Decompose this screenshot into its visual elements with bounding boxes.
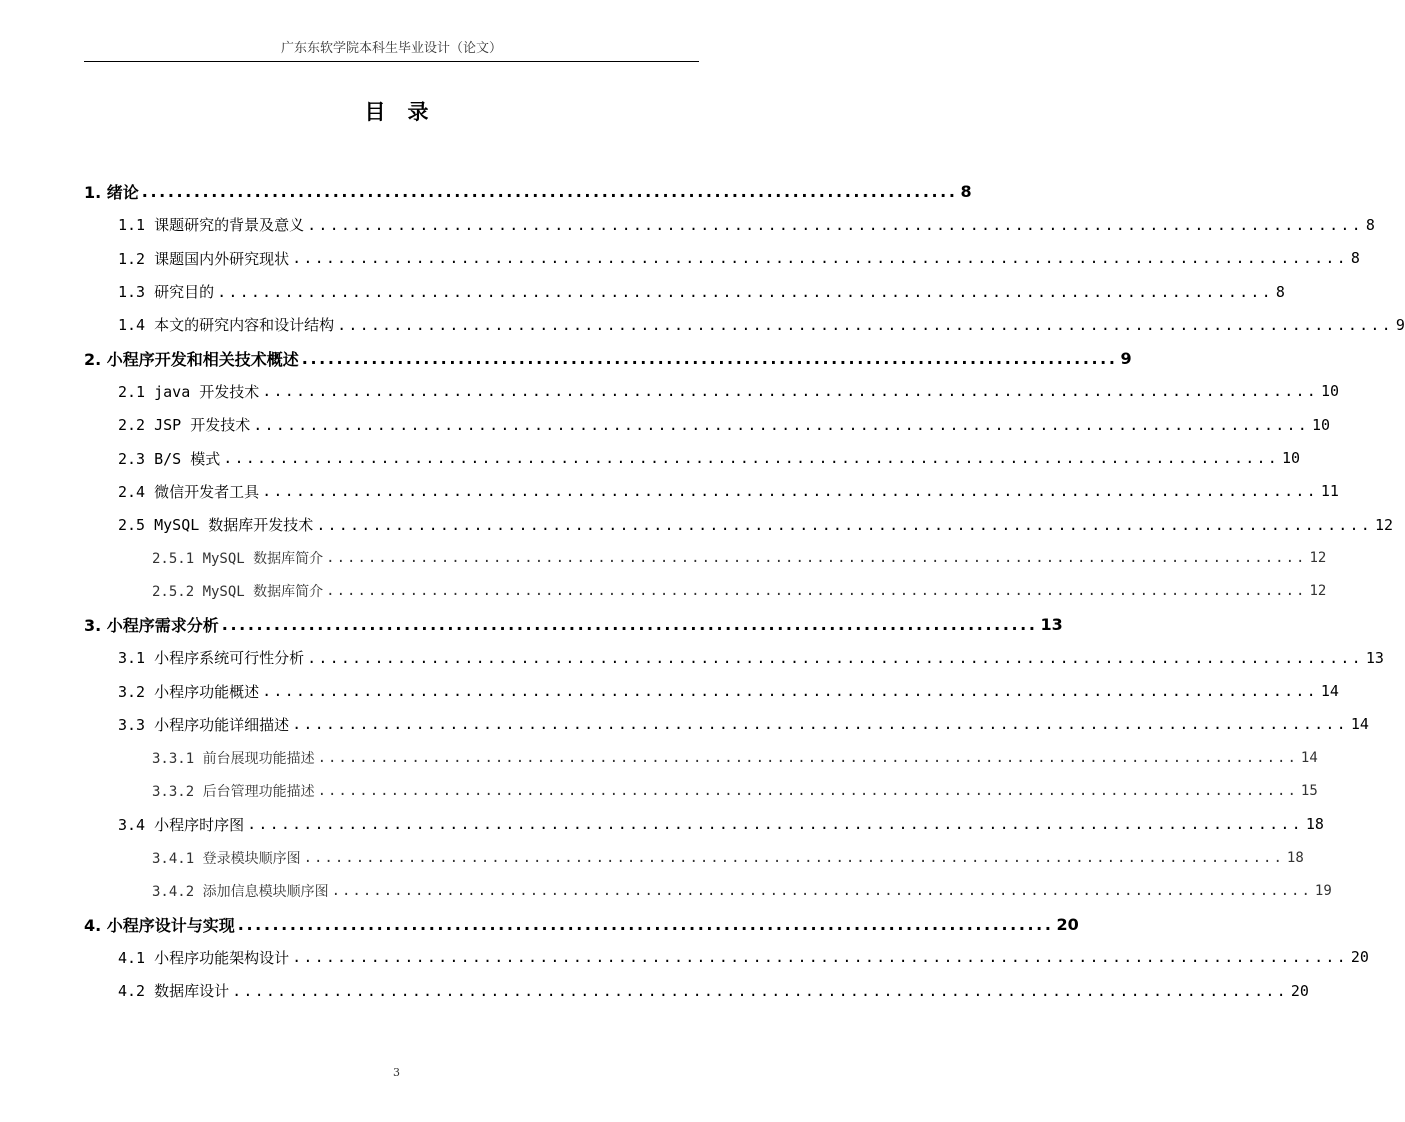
- toc-entry-page: 14: [1300, 749, 1318, 766]
- toc-entry-2-2[interactable]: [118, 408, 1331, 441]
- toc-entry-3-4[interactable]: [118, 808, 1324, 841]
- toc-entry-page: 20: [1290, 981, 1309, 1000]
- toc-entry-1-3[interactable]: [118, 275, 1285, 308]
- toc-entry-2-4[interactable]: [118, 475, 1339, 508]
- toc-entry-label: 1.1 课题研究的背景及意义: [118, 216, 305, 235]
- page-header: 广东东软学院本科生毕业设计（论文）: [84, 38, 699, 62]
- toc-leader-dots: ..............................................................................................: [292, 715, 1348, 734]
- toc-entry-page: 8: [1275, 282, 1285, 301]
- toc-entry-chapter-1[interactable]: [84, 175, 972, 208]
- toc-entry-3-1[interactable]: [118, 641, 1384, 674]
- toc-entry-page: 13: [1040, 615, 1063, 634]
- toc-entry-chapter-3[interactable]: [84, 608, 1063, 641]
- toc-leader-dots: ..............................................................................................: [262, 482, 1318, 501]
- toc-leader-dots: ..............................................................................................: [326, 549, 1307, 566]
- toc-entry-label: 3.3.1 前台展现功能描述: [152, 750, 315, 767]
- toc-entry-3-4-2[interactable]: [152, 874, 1332, 907]
- toc-entry-label: 3.2 小程序功能概述: [118, 682, 260, 701]
- toc-entry-page: 8: [1350, 249, 1360, 268]
- toc-entry-label: 3.4.2 添加信息模块顺序图: [152, 883, 329, 900]
- toc-entry-3-3[interactable]: [118, 708, 1369, 741]
- toc-entry-3-2[interactable]: [118, 674, 1339, 707]
- toc-entry-label: 3.3 小程序功能详细描述: [118, 715, 290, 734]
- page-title: [0, 96, 793, 126]
- toc-entry-label: 2.1 java 开发技术: [118, 382, 260, 401]
- toc-leader-dots: ..............................................................................................: [331, 882, 1312, 899]
- toc-leader-dots: ..............................................................................................: [307, 215, 1363, 234]
- toc-entry-page: 12: [1309, 583, 1327, 600]
- toc-leader-dots: ..............................................................................................: [326, 583, 1307, 600]
- toc-leader-dots: ..............................................................................................: [316, 515, 1373, 534]
- toc-leader-dots: ..............................................................................................: [301, 348, 1118, 368]
- toc-entry-3-4-1[interactable]: [152, 841, 1304, 874]
- toc-entry-label: 1.4 本文的研究内容和设计结构: [118, 316, 335, 335]
- toc-entry-page: 18: [1305, 815, 1324, 834]
- toc-entry-label: 1.3 研究目的: [118, 283, 215, 302]
- toc-leader-dots: ..............................................................................................: [303, 849, 1284, 866]
- toc-entry-page: 9: [1120, 348, 1132, 368]
- toc-entry-page: 11: [1320, 482, 1339, 501]
- toc-entry-page: 14: [1350, 715, 1369, 734]
- toc-entry-label: 3.4.1 登录模块顺序图: [152, 850, 301, 867]
- toc-leader-dots: ..............................................................................................: [317, 782, 1298, 799]
- toc-entry-chapter-4[interactable]: [84, 908, 1079, 941]
- toc-entry-page: 10: [1281, 449, 1301, 468]
- title-char-2: 录: [407, 100, 429, 124]
- toc-leader-dots: ..............................................................................................: [262, 382, 1318, 401]
- toc-entry-page: 12: [1375, 515, 1394, 534]
- toc-entry-label: 2. 小程序开发和相关技术概述: [84, 349, 299, 369]
- toc-entry-page: 20: [1056, 914, 1079, 934]
- toc-entry-2-1[interactable]: [118, 375, 1340, 408]
- toc-entry-3-3-2[interactable]: [152, 774, 1318, 807]
- toc-entry-chapter-2[interactable]: [84, 341, 1132, 374]
- toc-entry-label: 4. 小程序设计与实现: [84, 915, 235, 935]
- toc-leader-dots: ..............................................................................................: [221, 615, 1038, 634]
- toc-entry-label: 4.2 数据库设计: [118, 982, 230, 1001]
- toc-entry-label: 2.4 微信开发者工具: [118, 482, 260, 501]
- toc-entry-label: 2.5.2 MySQL 数据库简介: [152, 584, 324, 601]
- page-number: 3: [393, 1066, 400, 1079]
- toc-entry-1-2[interactable]: [118, 242, 1360, 275]
- toc-leader-dots: ..............................................................................................: [292, 948, 1348, 967]
- toc-leader-dots: ..............................................................................................: [262, 682, 1318, 701]
- toc-leader-dots: ..............................................................................................: [337, 315, 1393, 334]
- toc-entry-label: 1. 绪论: [84, 183, 139, 203]
- toc-entry-label: 2.3 B/S 模式: [118, 449, 221, 468]
- toc-entry-page: 8: [960, 182, 972, 202]
- toc-entry-label: 1.2 课题国内外研究现状: [118, 249, 290, 268]
- toc-entry-2-3[interactable]: [118, 441, 1301, 474]
- toc-entry-label: 2.5.1 MySQL 数据库简介: [152, 550, 324, 567]
- toc-entry-page: 20: [1350, 948, 1369, 967]
- toc-entry-1-4[interactable]: [118, 308, 1405, 341]
- toc-entry-page: 10: [1311, 415, 1331, 434]
- title-char-1: 目: [364, 100, 386, 124]
- table-of-contents: [0, 175, 1405, 1007]
- toc-entry-2-5-1[interactable]: [152, 541, 1327, 574]
- toc-leader-dots: ..............................................................................................: [292, 249, 1348, 268]
- toc-leader-dots: ..............................................................................................: [217, 282, 1273, 301]
- toc-entry-label: 4.1 小程序功能架构设计: [118, 948, 290, 967]
- toc-entry-label: 3.4 小程序时序图: [118, 815, 245, 834]
- toc-leader-dots: ..............................................................................................: [253, 415, 1309, 434]
- toc-entry-3-3-1[interactable]: [152, 741, 1318, 774]
- toc-entry-label: 2.2 JSP 开发技术: [118, 416, 251, 435]
- toc-entry-4-1[interactable]: [118, 941, 1369, 974]
- toc-leader-dots: ..............................................................................................: [317, 749, 1298, 766]
- toc-entry-2-5-2[interactable]: [152, 575, 1327, 608]
- toc-entry-page: 19: [1314, 882, 1332, 899]
- toc-leader-dots: ..............................................................................................: [307, 648, 1363, 667]
- toc-entry-page: 13: [1365, 648, 1384, 667]
- toc-entry-label: 3.1 小程序系统可行性分析: [118, 649, 305, 668]
- toc-entry-label: 3.3.2 后台管理功能描述: [152, 783, 315, 800]
- toc-entry-page: 12: [1309, 549, 1327, 566]
- toc-entry-page: 14: [1320, 682, 1339, 701]
- toc-entry-page: 10: [1320, 382, 1340, 401]
- toc-entry-page: 15: [1300, 782, 1318, 799]
- toc-entry-label: 2.5 MySQL 数据库开发技术: [118, 516, 314, 535]
- toc-leader-dots: ..............................................................................................: [237, 914, 1054, 934]
- toc-leader-dots: ..............................................................................................: [141, 182, 958, 202]
- toc-leader-dots: ..............................................................................................: [232, 981, 1288, 1000]
- toc-entry-4-2[interactable]: [118, 974, 1309, 1007]
- toc-entry-page: 8: [1365, 215, 1375, 234]
- toc-entry-1-1[interactable]: [118, 208, 1375, 241]
- toc-entry-page: 18: [1286, 849, 1304, 866]
- toc-leader-dots: ..............................................................................................: [223, 449, 1279, 468]
- toc-entry-page: 9: [1395, 315, 1405, 334]
- toc-entry-2-5[interactable]: [118, 508, 1394, 541]
- toc-leader-dots: ..............................................................................................: [247, 815, 1303, 834]
- toc-entry-label: 3. 小程序需求分析: [84, 616, 219, 635]
